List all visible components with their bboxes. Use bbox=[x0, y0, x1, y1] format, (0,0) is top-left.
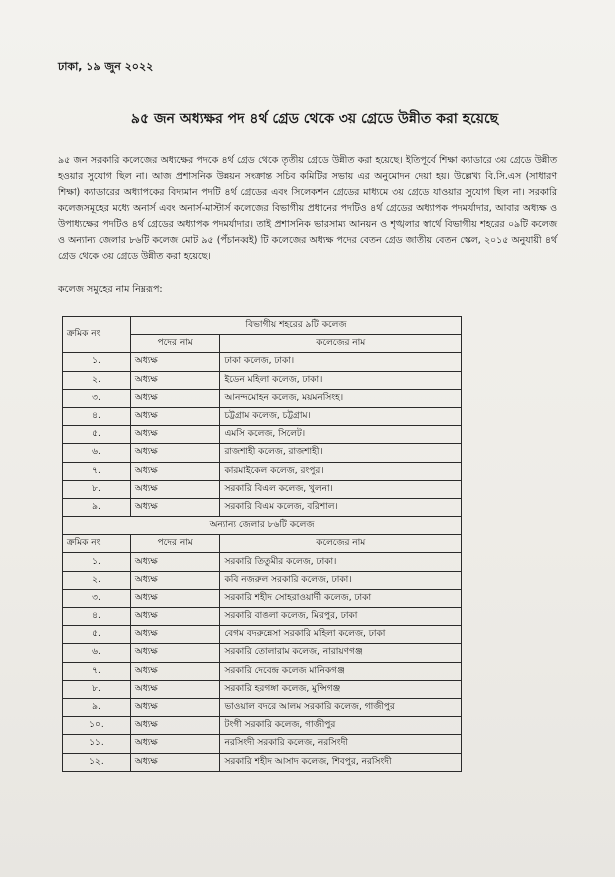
row-college-name: সরকারি দেবেন্দ্র কলেজ মানিকগঞ্জ bbox=[220, 662, 462, 680]
row-post: অধ্যক্ষ bbox=[130, 735, 220, 753]
row-post: অধ্যক্ষ bbox=[130, 426, 220, 444]
row-college-name: সরকারি তিতুমীর কলেজ, ঢাকা। bbox=[220, 553, 462, 571]
row-serial: ৮. bbox=[63, 480, 131, 498]
table-row bbox=[63, 480, 462, 498]
row-college-name: রাজশাহী কলেজ, রাজশাহী। bbox=[220, 444, 462, 462]
table-row bbox=[63, 444, 462, 462]
row-college-name: টংগী সরকারি কলেজ, গাজীপুর bbox=[220, 717, 462, 735]
row-college-name: সরকারি তোলারাম কলেজ, নারায়ণগঞ্জ bbox=[220, 644, 462, 662]
table-row bbox=[63, 589, 462, 607]
column-header-post: পদের নাম bbox=[130, 535, 220, 553]
row-post: অধ্যক্ষ bbox=[130, 353, 220, 371]
row-serial: ৩. bbox=[63, 589, 131, 607]
section2-title: অন্যান্য জেলার ৮৬টি কলেজ bbox=[63, 517, 462, 535]
table-row bbox=[63, 353, 462, 371]
section2-header-row bbox=[63, 517, 462, 535]
row-post: অধ্যক্ষ bbox=[130, 589, 220, 607]
row-serial: ৯. bbox=[63, 498, 131, 516]
column-header-college: কলেজের নাম bbox=[220, 335, 462, 353]
row-post: অধ্যক্ষ bbox=[130, 680, 220, 698]
row-serial: ৬. bbox=[63, 444, 131, 462]
row-college-name: ইডেন মহিলা কলেজ, ঢাকা। bbox=[220, 371, 462, 389]
table-row bbox=[63, 498, 462, 516]
row-post: অধ্যক্ষ bbox=[130, 498, 220, 516]
row-college-name: সরকারি হরগঙ্গা কলেজ, মুন্সিগঞ্জ bbox=[220, 680, 462, 698]
row-serial: ৫. bbox=[63, 626, 131, 644]
row-college-name: আনন্দমোহন কলেজ, ময়মনসিংহ। bbox=[220, 389, 462, 407]
body-paragraph: ৯৫ জন সরকারি কলেজের অধ্যক্ষের পদকে ৪র্থ গ্রেড থেকে তৃতীয় গ্রেডে উন্নীত করা হয়েছে। ইতিপূর্বে শিক্ষা ক্যাডারে ৩য় গ্রেডে উন্নীত হওয়ার সুযোগ ছিল না। আজ প্রশাসনিক উন্নয়ন সংক্রান্ত সচিব কমিটির সভায় এর অনুমোদন দেয়া হয়। উল্লেখ্য বি.সি.এস (সাধারণ শিক্ষা) ক্যাডারের অধ্যাপকের বিদ্যমান পদটি ৪র্থ গ্রেডের এবং সিলেকশন গ্রেডের মাধ্যমে ৩য় গ্রেডে যাওয়ার সুযোগ ছিল না। সরকারি কলেজসমূহের মধ্যে অনার্স এবং অনার্স-মাস্টার্স কলেজের বিভাগীয় প্রধানের পদটিও ৪র্থ গ্রেডের অধ্যাপক পদমর্যাদার, আবার অধ্যক্ষ ও উপাধ্যক্ষের পদটিও ৪র্থ গ্রেডের অধ্যাপক পদমর্যাদার। তাই প্রশাসনিক ভারসাম্য আনয়ন ও শৃঙ্খলার স্বার্থে বিভাগীয় শহরের ০৯টি কলেজ ও অন্যান্য জেলার ৮৬টি কলেজ মোট ৯৫ (পঁচানব্বই) টি কলেজের অধ্যক্ষ পদের বেতন গ্রেড জাতীয় বেতন স্কেল, ২০১৫ অনুযায়ী ৪র্থ গ্রেড থেকে ৩য় গ্রেডে উন্নীত করা হয়েছে। bbox=[58, 155, 557, 262]
row-serial: ৬. bbox=[63, 644, 131, 662]
row-college-name: কবি নজরুল সরকারি কলেজ, ঢাকা। bbox=[220, 571, 462, 589]
table-row bbox=[63, 389, 462, 407]
table-row bbox=[63, 407, 462, 425]
section2-column-header-row bbox=[63, 535, 462, 553]
row-serial: ৪. bbox=[63, 608, 131, 626]
row-college-name: চট্টগ্রাম কলেজ, চট্টগ্রাম। bbox=[220, 407, 462, 425]
row-serial: ১. bbox=[63, 553, 131, 571]
table-row bbox=[63, 608, 462, 626]
row-serial: ২. bbox=[63, 571, 131, 589]
row-post: অধ্যক্ষ bbox=[130, 571, 220, 589]
table-row bbox=[63, 571, 462, 589]
row-college-name: ভাওয়াল বদরে আলম সরকারি কলেজ, গাজীপুর bbox=[220, 698, 462, 716]
table-row bbox=[63, 753, 462, 771]
table-row bbox=[63, 426, 462, 444]
column-header-post: পদের নাম bbox=[130, 335, 220, 353]
row-post: অধ্যক্ষ bbox=[130, 698, 220, 716]
row-serial: ১২. bbox=[63, 753, 131, 771]
section1-title: বিভাগীয় শহরের ৯টি কলেজ bbox=[130, 317, 461, 335]
table-row bbox=[63, 371, 462, 389]
row-college-name: বেগম বদরুন্নেসা সরকারি মহিলা কলেজ, ঢাকা bbox=[220, 626, 462, 644]
row-serial: ৯. bbox=[63, 698, 131, 716]
table-row bbox=[63, 553, 462, 571]
column-header-serial: ক্রমিক নং bbox=[63, 317, 131, 353]
row-serial: ৩. bbox=[63, 389, 131, 407]
table-row bbox=[63, 644, 462, 662]
row-post: অধ্যক্ষ bbox=[130, 608, 220, 626]
row-serial: ৪. bbox=[63, 407, 131, 425]
row-serial: ৫. bbox=[63, 426, 131, 444]
column-header-serial: ক্রমিক নং bbox=[63, 535, 131, 553]
row-post: অধ্যক্ষ bbox=[130, 717, 220, 735]
row-serial: ১০. bbox=[63, 717, 131, 735]
table-row bbox=[63, 680, 462, 698]
table-row bbox=[63, 462, 462, 480]
row-college-name: নরসিংদী সরকারি কলেজ, নরসিংদী bbox=[220, 735, 462, 753]
row-college-name: সরকারি বাঙলা কলেজ, মিরপুর, ঢাকা bbox=[220, 608, 462, 626]
row-serial: ৮. bbox=[63, 680, 131, 698]
college-table bbox=[62, 316, 462, 772]
row-post: অধ্যক্ষ bbox=[130, 553, 220, 571]
column-header-college: কলেজের নাম bbox=[220, 535, 462, 553]
row-college-name: সরকারি শহীদ সোহরাওয়ার্দী কলেজ, ঢাকা bbox=[220, 589, 462, 607]
row-post: অধ্যক্ষ bbox=[130, 644, 220, 662]
row-post: অধ্যক্ষ bbox=[130, 444, 220, 462]
table-row bbox=[63, 717, 462, 735]
table-row bbox=[63, 626, 462, 644]
row-post: অধ্যক্ষ bbox=[130, 662, 220, 680]
table-row bbox=[63, 698, 462, 716]
row-serial: ৭. bbox=[63, 662, 131, 680]
row-college-name: এমসি কলেজ, সিলেট। bbox=[220, 426, 462, 444]
row-college-name: সরকারি বিএম কলেজ, বরিশাল। bbox=[220, 498, 462, 516]
row-college-name: কারমাইকেল কলেজ, রংপুর। bbox=[220, 462, 462, 480]
row-serial: ২. bbox=[63, 371, 131, 389]
row-college-name: ঢাকা কলেজ, ঢাকা। bbox=[220, 353, 462, 371]
row-post: অধ্যক্ষ bbox=[130, 389, 220, 407]
table-row bbox=[63, 662, 462, 680]
row-serial: ১১. bbox=[63, 735, 131, 753]
row-post: অধ্যক্ষ bbox=[130, 462, 220, 480]
section1-header-row bbox=[63, 317, 462, 335]
row-post: অধ্যক্ষ bbox=[130, 407, 220, 425]
row-college-name: সরকারি শহীদ আসাদ কলেজ, শিবপুর, নরসিংদী bbox=[220, 753, 462, 771]
row-post: অধ্যক্ষ bbox=[130, 480, 220, 498]
table-row bbox=[63, 735, 462, 753]
row-college-name: সরকারি বিএল কলেজ, খুলনা। bbox=[220, 480, 462, 498]
row-post: অধ্যক্ষ bbox=[130, 626, 220, 644]
college-list-intro: কলেজ সমুহের নাম নিম্নরূপ: bbox=[58, 284, 163, 295]
headline: ৯৫ জন অধ্যক্ষর পদ ৪র্থ গ্রেড থেকে ৩য় গ্রেডে উন্নীত করা হয়েছে bbox=[130, 111, 499, 127]
row-serial: ১. bbox=[63, 353, 131, 371]
row-post: অধ্যক্ষ bbox=[130, 753, 220, 771]
row-serial: ৭. bbox=[63, 462, 131, 480]
row-post: অধ্যক্ষ bbox=[130, 371, 220, 389]
dateline: ঢাকা, ১৯ জুন ২০২২ bbox=[58, 60, 154, 73]
